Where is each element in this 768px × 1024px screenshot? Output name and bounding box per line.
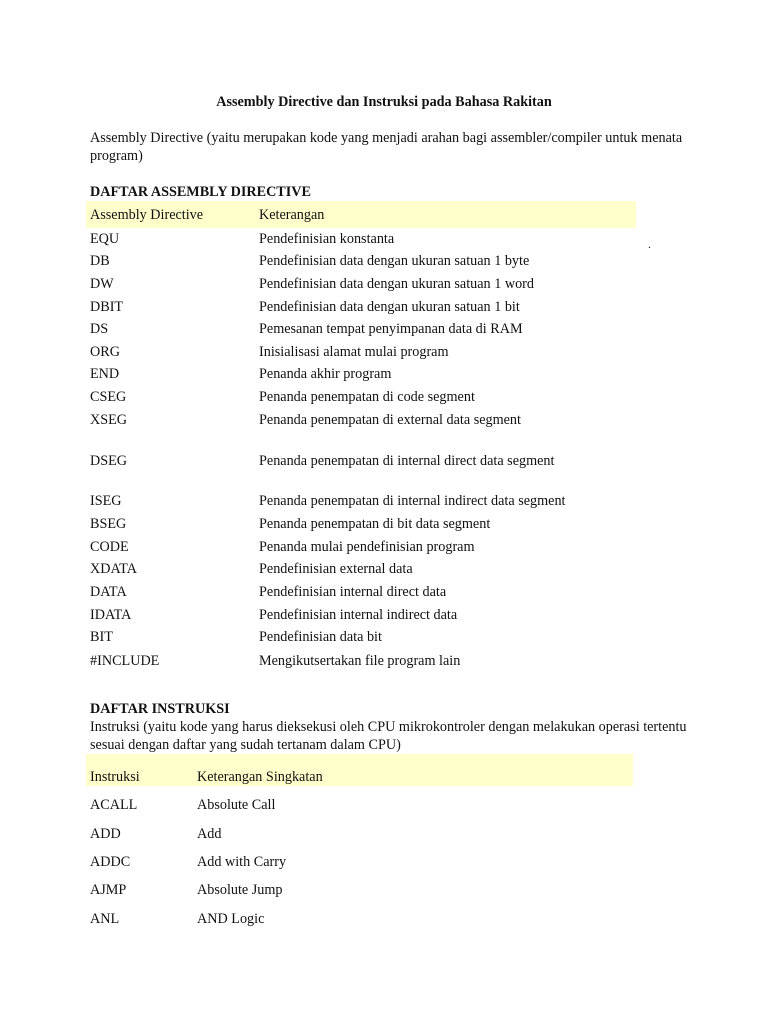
directive-column-header-description: Keterangan [259, 207, 325, 223]
table-row-directive: XDATA [90, 561, 137, 577]
table-row-description: Absolute Jump [197, 882, 283, 898]
table-row-description: Penanda penempatan di external data segment [259, 412, 521, 428]
table-row-description: Penanda penempatan di code segment [259, 389, 475, 405]
table-row-description: Pendefinisian external data [259, 561, 413, 577]
directive-section-heading: DAFTAR ASSEMBLY DIRECTIVE [90, 184, 312, 200]
directive-intro-paragraph: Assembly Directive (yaitu merupakan kode yang menjadi arahan bagi assembler/compiler untuk menata program) [90, 130, 683, 164]
table-row-directive: DS [90, 321, 109, 337]
directive-column-header-directive: Assembly Directive [90, 207, 204, 223]
table-row-description: Penanda penempatan di internal indirect data segment [259, 493, 566, 509]
table-row-directive: BSEG [90, 516, 127, 532]
table-row-description: Pendefinisian internal direct data [259, 584, 447, 600]
table-row-directive: DSEG [90, 453, 128, 469]
instruction-column-header-instruction: Instruksi [90, 769, 140, 785]
table-row-directive: END [90, 366, 120, 382]
table-row-description: Penanda penempatan di internal direct data segment [259, 453, 555, 469]
table-row-description: Pendefinisian konstanta [259, 231, 395, 247]
table-row-directive: CODE [90, 539, 129, 555]
table-row-description: Absolute Call [197, 797, 276, 813]
table-row-instruction: ADD [90, 826, 121, 842]
instruction-table-header-highlight [86, 754, 633, 786]
table-row-instruction: ANL [90, 911, 120, 927]
table-row-directive: #INCLUDE [90, 653, 160, 669]
table-row-description: Penanda akhir program [259, 366, 392, 382]
table-row-directive: ORG [90, 344, 120, 360]
document-title: Assembly Directive dan Instruksi pada Bahasa Rakitan [216, 94, 552, 110]
table-row-instruction: ADDC [90, 854, 131, 870]
table-row-directive: DATA [90, 584, 127, 600]
table-row-description: Inisialisasi alamat mulai program [259, 344, 449, 360]
table-row-directive: EQU [90, 231, 120, 247]
table-row-description: Pendefinisian internal indirect data [259, 607, 458, 623]
table-row-description: Add with Carry [197, 854, 287, 870]
table-row-description: AND Logic [197, 911, 265, 927]
table-row-directive: DB [90, 253, 110, 269]
table-row-directive: ISEG [90, 493, 122, 509]
instruction-intro-paragraph: Instruksi (yaitu kode yang harus dieksekusi oleh CPU mikrokontroler dengan melakukan operasi tertentu sesuai dengan daftar yang sudah tertanam dalam CPU) [90, 719, 687, 753]
table-row-instruction: ACALL [90, 797, 138, 813]
table-row-description: Pendefinisian data dengan ukuran satuan 1 word [259, 276, 535, 292]
table-row-directive: CSEG [90, 389, 127, 405]
instruction-column-header-description: Keterangan Singkatan [197, 769, 323, 785]
table-row-directive: DBIT [90, 299, 124, 315]
table-row-description: Penanda mulai pendefinisian program [259, 539, 475, 555]
instruction-section-heading: DAFTAR INSTRUKSI [90, 701, 230, 717]
table-row-description: Penanda penempatan di bit data segment [259, 516, 491, 532]
table-row-description: Pendefinisian data dengan ukuran satuan 1 byte [259, 253, 530, 269]
table-row-directive: BIT [90, 629, 113, 645]
table-row-description: Pendefinisian data bit [259, 629, 382, 645]
table-row-directive: IDATA [90, 607, 132, 623]
table-row-instruction: AJMP [90, 882, 127, 898]
table-row-description: Pendefinisian data dengan ukuran satuan 1 bit [259, 299, 520, 315]
table-row-directive: XSEG [90, 412, 128, 428]
table-row-description: Pemesanan tempat penyimpanan data di RAM [259, 321, 523, 337]
table-row-directive: DW [90, 276, 114, 292]
table-row-description: Mengikutsertakan file program lain [259, 653, 461, 669]
table-row-description: Add [197, 826, 222, 842]
stray-mark: . [648, 237, 651, 251]
